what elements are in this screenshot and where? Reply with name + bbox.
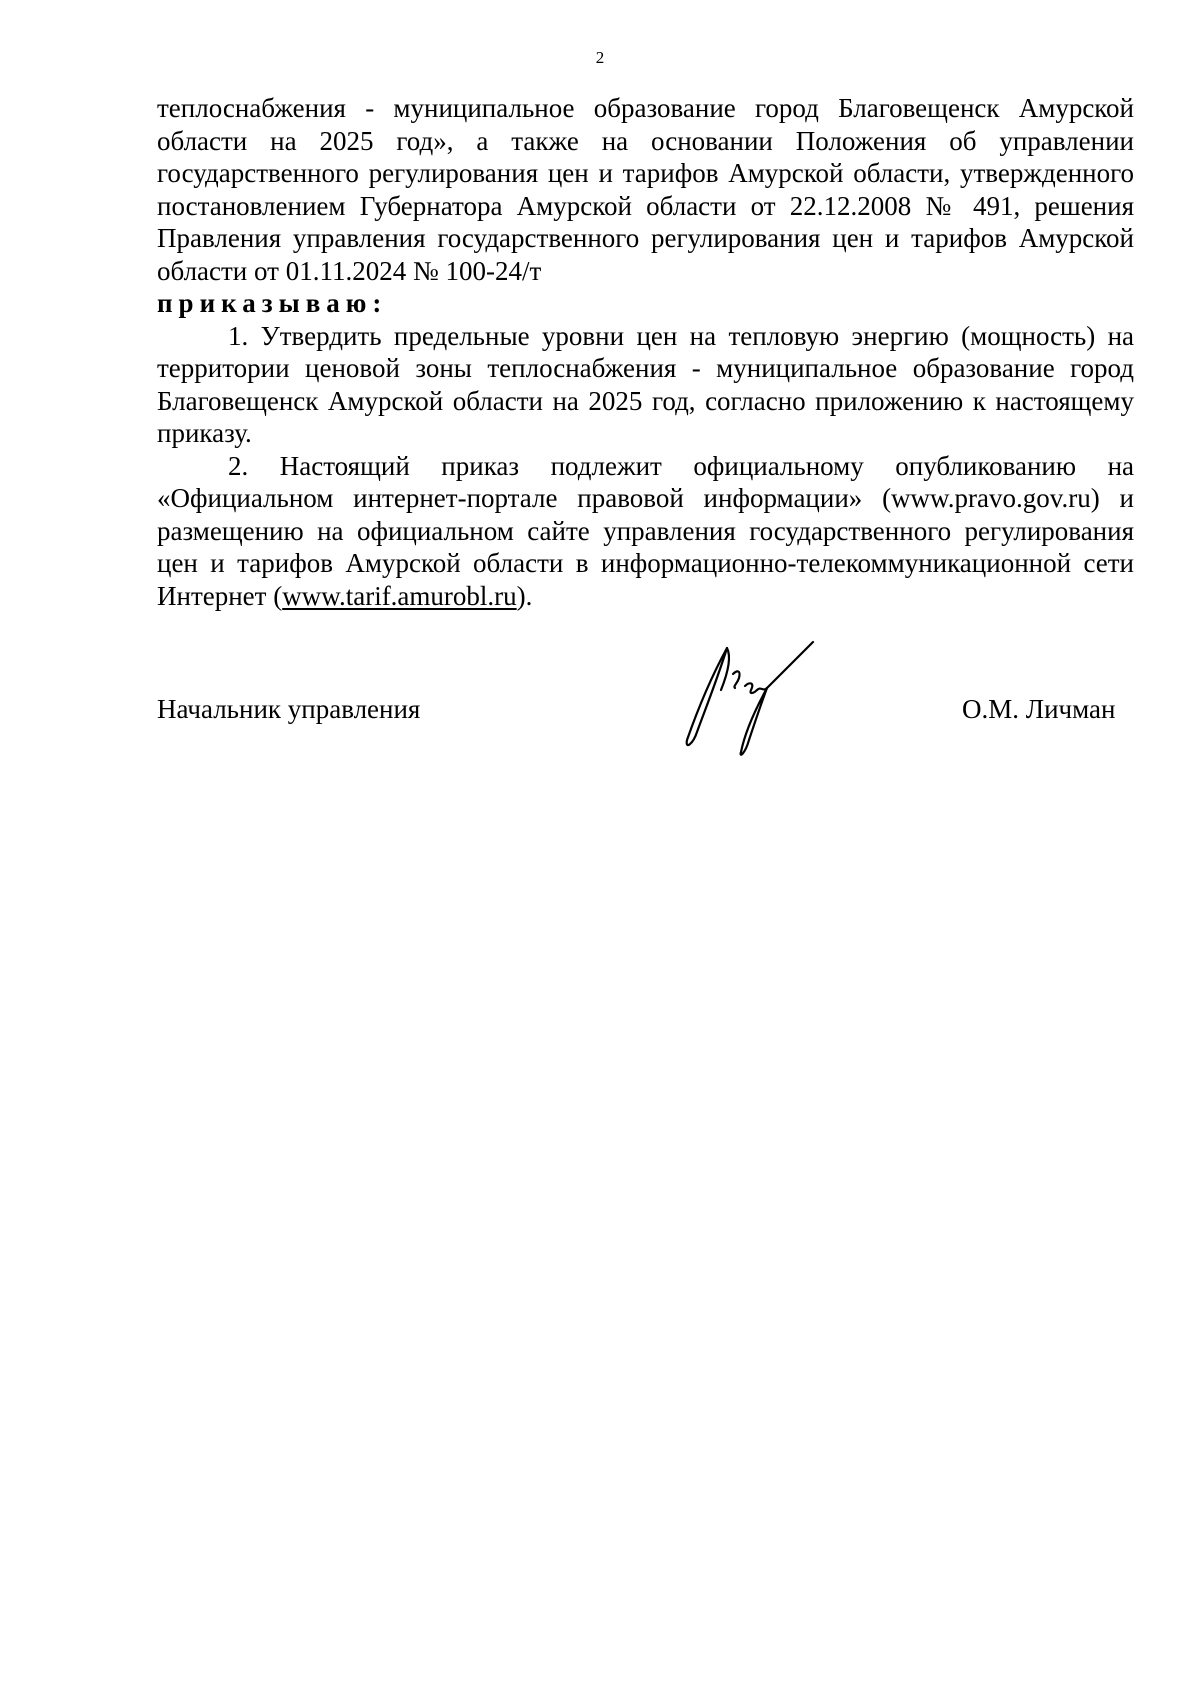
handwritten-signature [675, 640, 835, 760]
document-body [157, 92, 1134, 612]
tarif-site-link[interactable]: www.tarif.amurobl.ru [282, 580, 517, 611]
intro-paragraph: теплоснабжения - муниципальное образование город Благовещенск Амурской области на 2025 год», а также на основании Положения об управлении государственного регулирования цен и тарифов Амурской области, утвержденного постановлением Губернатора Амурской области от 22.12.2008 № 491, решения Правления управления государственного регулирования цен и тарифов Амурской области от 01.11.2024 № 100-24/т [157, 93, 1134, 286]
order-word [157, 287, 1134, 320]
item-2-paragraph [157, 450, 1134, 613]
page-number: 2 [595, 48, 605, 67]
order-word-text: приказываю: [157, 288, 388, 318]
item-2-text: 2. Настоящий приказ подлежит официальному опубликованию на «Официальном интернет-портале правовой информации» (www.pravo.gov.ru) и размещению на официальном сайте управления государственного регулирования цен и тарифов Амурской области в информационно-телекоммуникационной сети Интернет ( [157, 450, 1134, 611]
item-1-paragraph: 1. Утвердить предельные уровни цен на тепловую энергию (мощность) на территории ценовой зоны теплоснабжения - муниципальное образование город Благовещенск Амурской области на 2025 год, согласно приложению к настоящему приказу. [157, 320, 1134, 448]
signatory-title: Начальник управления [157, 694, 421, 724]
item-2-end: ). [516, 580, 533, 611]
signatory-name: О.М. Личман [962, 694, 1116, 724]
